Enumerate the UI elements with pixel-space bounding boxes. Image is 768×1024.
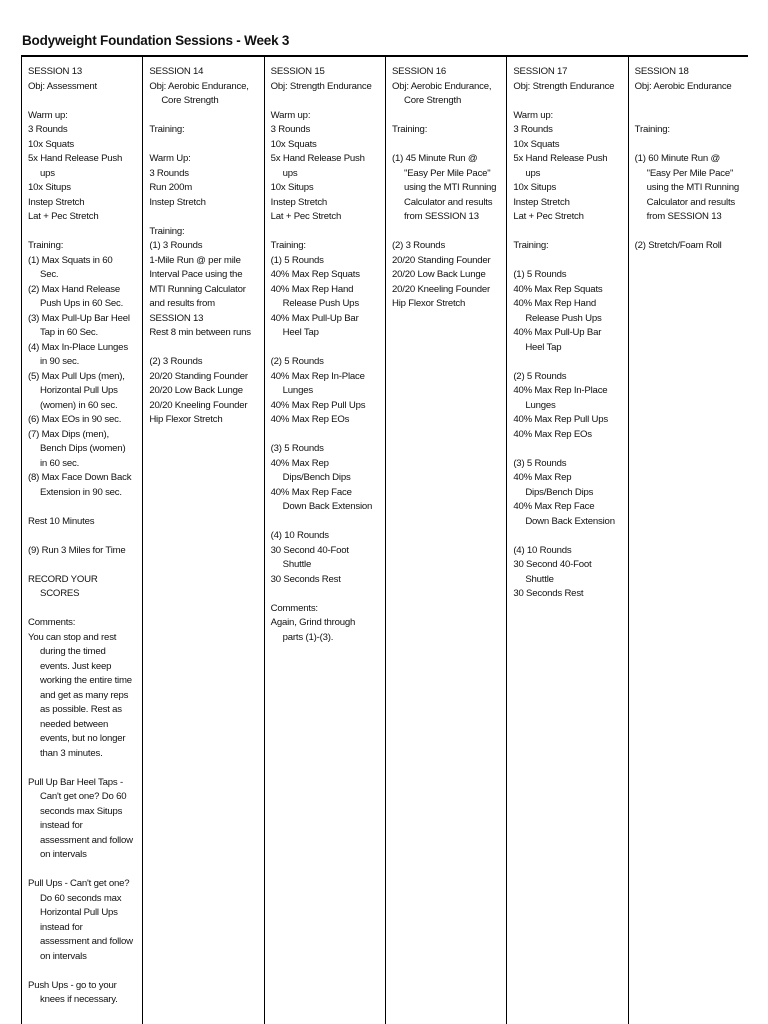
session-line: from SESSION 13 [646,211,722,222]
session-line: 40% Max Rep Hand [270,283,354,295]
session-line: and get as many reps [40,689,129,701]
session-line: (2) Max Hand Release [28,283,120,295]
session-line: 40% Max Pull-Up Bar [513,327,602,338]
session-line: Down Back Extension [282,501,373,512]
session-line: 5x Hand Release Push [270,153,365,164]
session-line: (2) 3 Rounds [391,240,446,251]
spacer [513,355,624,370]
session-line: (2) Stretch/Foam Roll [634,240,722,251]
spacer [271,94,382,109]
session-line: (3) 5 Rounds [513,457,567,469]
session-line: Again, Grind through [270,617,356,628]
spacer [28,94,139,109]
page-title: Bodyweight Foundation Sessions - Week 3 [22,33,290,48]
spacer [28,964,139,979]
session-line: Instep Stretch [149,196,206,208]
session-line: Warm up: [513,109,553,121]
spacer [28,602,139,617]
session-line: (7) Max Dips (men), [28,428,109,440]
session-line: 30 Second 40-Foot [513,559,592,570]
spacer [513,442,624,457]
session-line: than 3 minutes. [40,747,103,759]
spacer [28,863,139,878]
session-line: 40% Max Rep Squats [513,283,603,295]
session-line: 40% Max Pull-Up Bar [270,312,359,324]
session-line: assessment and follow [40,936,133,947]
session-line: 40% Max Rep Hand [513,298,596,309]
session-line: (1) 45 Minute Run @ [391,153,478,164]
spacer [635,225,746,240]
session-line: 10x Squats [513,138,560,150]
session-line: 10x Situps [270,182,314,193]
session-line: Heel Tap [525,341,562,353]
session-line: 30 Seconds Rest [270,573,341,585]
session-line: and results from [149,298,215,309]
session-line: 20/20 Kneeling Founder [149,399,248,411]
session-line: 40% Max Rep [270,457,329,469]
session-line: "Easy Per Mile Pace" [646,167,734,179]
session-line: Obj: Aerobic Endurance, [149,80,249,92]
session-line: Shuttle [525,573,554,585]
session-line: Release Push Ups [282,298,359,309]
spacer [149,109,260,124]
session-line: RECORD YOUR [28,573,98,585]
session-line: events, but no longer [40,733,126,744]
spacer [513,94,624,109]
session-line: 40% Max Rep [513,472,572,483]
session-line: Training: [391,124,428,135]
session-line: Interval Pace using the [149,269,243,280]
session-line: (2) 3 Rounds [149,356,203,367]
session-heading: SESSION 17 [513,66,568,77]
session-line: (1) 60 Minute Run @ [634,153,721,164]
session-line: ups [282,167,298,179]
session-heading: SESSION 14 [149,66,204,77]
session-line: 10x Squats [28,138,75,150]
session-line: SESSION 13 [149,312,204,324]
spacer [513,254,624,269]
session-line: Warm up: [28,109,68,121]
session-line: Warm Up: [149,153,191,164]
session-line: You can stop and rest [28,631,117,643]
session-line: Extension in 90 sec. [40,486,122,498]
session-line: (4) 10 Rounds [513,544,572,556]
session-line: Calculator and results [403,196,493,208]
session-line: seconds max Situps [40,805,123,817]
session-line: (2) 5 Rounds [270,356,324,367]
session-line: Obj: Strength Endurance [270,80,372,92]
session-line: Dips/Bench Dips [282,472,351,483]
spacer [28,225,139,240]
session-line: Instep Stretch [270,196,328,208]
session-line: 40% Max Rep Face [513,501,595,512]
session-line: Run 200m [149,182,192,193]
session-line: during the timed [40,646,106,657]
session-line: Instep Stretch [28,196,85,208]
spacer [271,515,382,530]
session-line: instead for [40,921,83,933]
session-line: Training: [634,124,670,135]
session-line: needed between [40,718,109,730]
session-line: Comments: [28,617,76,628]
session-line: Rest 8 min between runs [149,327,251,338]
spacer [513,529,624,544]
session-column [507,57,628,1024]
session-line: 20/20 Low Back Lunge [391,269,486,280]
session-line: Training: [149,225,185,237]
session-line: 3 Rounds [149,167,189,179]
session-line: (8) Max Face Down Back [28,472,132,483]
session-line: ups [525,167,541,179]
session-column [143,57,264,1024]
session-line: Pull Up Bar Heel Taps - [28,776,123,788]
session-line: (1) 5 Rounds [270,254,324,266]
session-line: SCORES [40,588,80,599]
session-line: Core Strength [403,95,462,106]
session-heading: SESSION 13 [28,66,82,77]
session-line: (1) Max Squats in 60 [28,254,113,266]
session-line: Lat + Pec Stretch [270,211,342,222]
session-column [386,57,507,1024]
sessions-table [21,57,749,1024]
session-line: Training: [149,124,185,135]
session-line: Comments: [270,602,318,614]
session-line: Heel Tap [282,327,319,338]
session-line: Release Push Ups [525,312,602,324]
spacer [149,138,260,153]
session-line: events. Just keep [40,660,112,672]
session-line: Training: [270,240,306,251]
session-line: (4) Max In-Place Lunges [28,341,128,353]
session-line: using the MTI Running [403,182,497,193]
session-heading: SESSION 16 [391,66,446,77]
session-heading: SESSION 15 [270,66,325,77]
session-line: "Easy Per Mile Pace" [403,167,491,179]
session-line: Rest 10 Minutes [28,515,95,527]
session-line: 10x Situps [513,182,557,193]
session-line: 3 Rounds [270,124,311,135]
session-line: 30 Second 40-Foot [270,544,349,556]
spacer [635,109,746,124]
session-line: Do 60 seconds max [40,892,122,904]
session-line: on intervals [40,950,87,962]
session-line: Push Ups in 60 Sec. [40,298,124,309]
session-line: Horizontal Pull Ups [40,385,118,396]
spacer [28,761,139,776]
session-line: from SESSION 13 [403,211,479,222]
session-line: (3) 5 Rounds [270,443,324,454]
session-line: 3 Rounds [513,124,553,135]
session-line: using the MTI Running [646,182,739,193]
session-line: Sec. [40,269,59,280]
spacer [28,558,139,573]
session-line: Down Back Extension [525,515,615,527]
session-line: 40% Max Rep Pull Ups [270,399,366,411]
session-line: 40% Max Rep EOs [513,428,592,440]
session-line: assessment and follow [40,834,133,846]
session-line: Lunges [282,385,313,396]
session-line: (women) in 60 sec. [40,399,118,411]
session-column [629,57,749,1024]
session-line: Lunges [525,399,556,411]
session-line: Training: [513,240,549,251]
session-line: Obj: Strength Endurance [513,80,615,92]
session-line: in 60 sec. [40,457,80,469]
session-line: ups [40,167,55,179]
session-line: on intervals [40,849,87,860]
spacer [271,341,382,356]
spacer [513,225,624,240]
session-line: 10x Squats [270,138,317,150]
spacer [271,225,382,240]
session-line: 5x Hand Release Push [513,153,608,164]
session-line: 40% Max Rep In-Place [513,385,608,396]
session-line: working the entire time [40,675,132,686]
spacer [149,341,260,356]
session-line: (1) 5 Rounds [513,269,567,280]
session-line: (5) Max Pull Ups (men), [28,370,125,382]
session-line: (2) 5 Rounds [513,370,567,382]
session-line: (3) Max Pull-Up Bar Heel [28,312,130,324]
session-line: Pull Ups - Can't get one? [28,878,130,889]
spacer [271,587,382,602]
session-line: 40% Max Rep Squats [270,269,360,280]
session-line: 40% Max Rep Face [270,486,352,498]
spacer [392,225,503,240]
session-line: Hip Flexor Stretch [149,414,223,425]
session-line: 3 Rounds [28,124,68,135]
session-line: 1-Mile Run @ per mile [149,254,241,266]
session-line: 20/20 Low Back Lunge [149,385,243,396]
spacer [392,138,503,153]
session-line: Calculator and results [646,196,736,208]
session-line: Training: [28,240,64,251]
session-heading: SESSION 18 [634,66,689,77]
session-line: (4) 10 Rounds [270,530,329,541]
spacer [635,94,746,109]
session-line: Tap in 60 Sec. [40,327,98,338]
spacer [28,500,139,515]
session-line: Shuttle [282,559,312,570]
session-line: Obj: Aerobic Endurance, [391,80,492,92]
session-line: Warm up: [270,109,311,121]
session-line: instead for [40,820,83,831]
session-line: Obj: Assessment [28,80,97,92]
session-line: in 90 sec. [40,356,80,367]
spacer [149,210,260,225]
session-line: 20/20 Kneeling Founder [391,283,490,295]
session-line: Horizontal Pull Ups [40,907,118,918]
session-column [22,57,143,1024]
session-line: Push Ups - go to your [28,979,117,991]
spacer [635,138,746,153]
session-line: (6) Max EOs in 90 sec. [28,414,122,425]
session-line: Lat + Pec Stretch [513,211,584,222]
session-line: Core Strength [161,95,219,106]
session-line: 30 Seconds Rest [513,588,584,599]
session-line: 10x Situps [28,182,71,193]
session-line: parts (1)-(3). [282,631,334,643]
session-line: (9) Run 3 Miles for Time [28,544,126,556]
session-line: Lat + Pec Stretch [28,211,99,222]
spacer [271,428,382,443]
session-line: MTI Running Calculator [149,283,246,295]
session-line: (1) 3 Rounds [149,240,203,251]
spacer [28,529,139,544]
session-line: Dips/Bench Dips [525,486,594,498]
session-line: 40% Max Rep EOs [270,414,350,425]
session-line: as possible. Rest as [40,704,122,715]
session-line: Bench Dips (women) [40,443,126,454]
spacer [392,109,503,124]
session-line: Instep Stretch [513,196,570,208]
session-column [265,57,386,1024]
session-line: 40% Max Rep Pull Ups [513,414,608,425]
session-line: 5x Hand Release Push [28,153,123,164]
session-line: 40% Max Rep In-Place [270,370,365,382]
session-line: Can't get one? Do 60 [40,791,127,802]
session-line: Hip Flexor Stretch [391,298,466,309]
session-line: 20/20 Standing Founder [149,370,248,382]
session-line: Obj: Aerobic Endurance [634,80,732,92]
session-line: knees if necessary. [40,994,118,1005]
session-line: 20/20 Standing Founder [391,254,491,266]
